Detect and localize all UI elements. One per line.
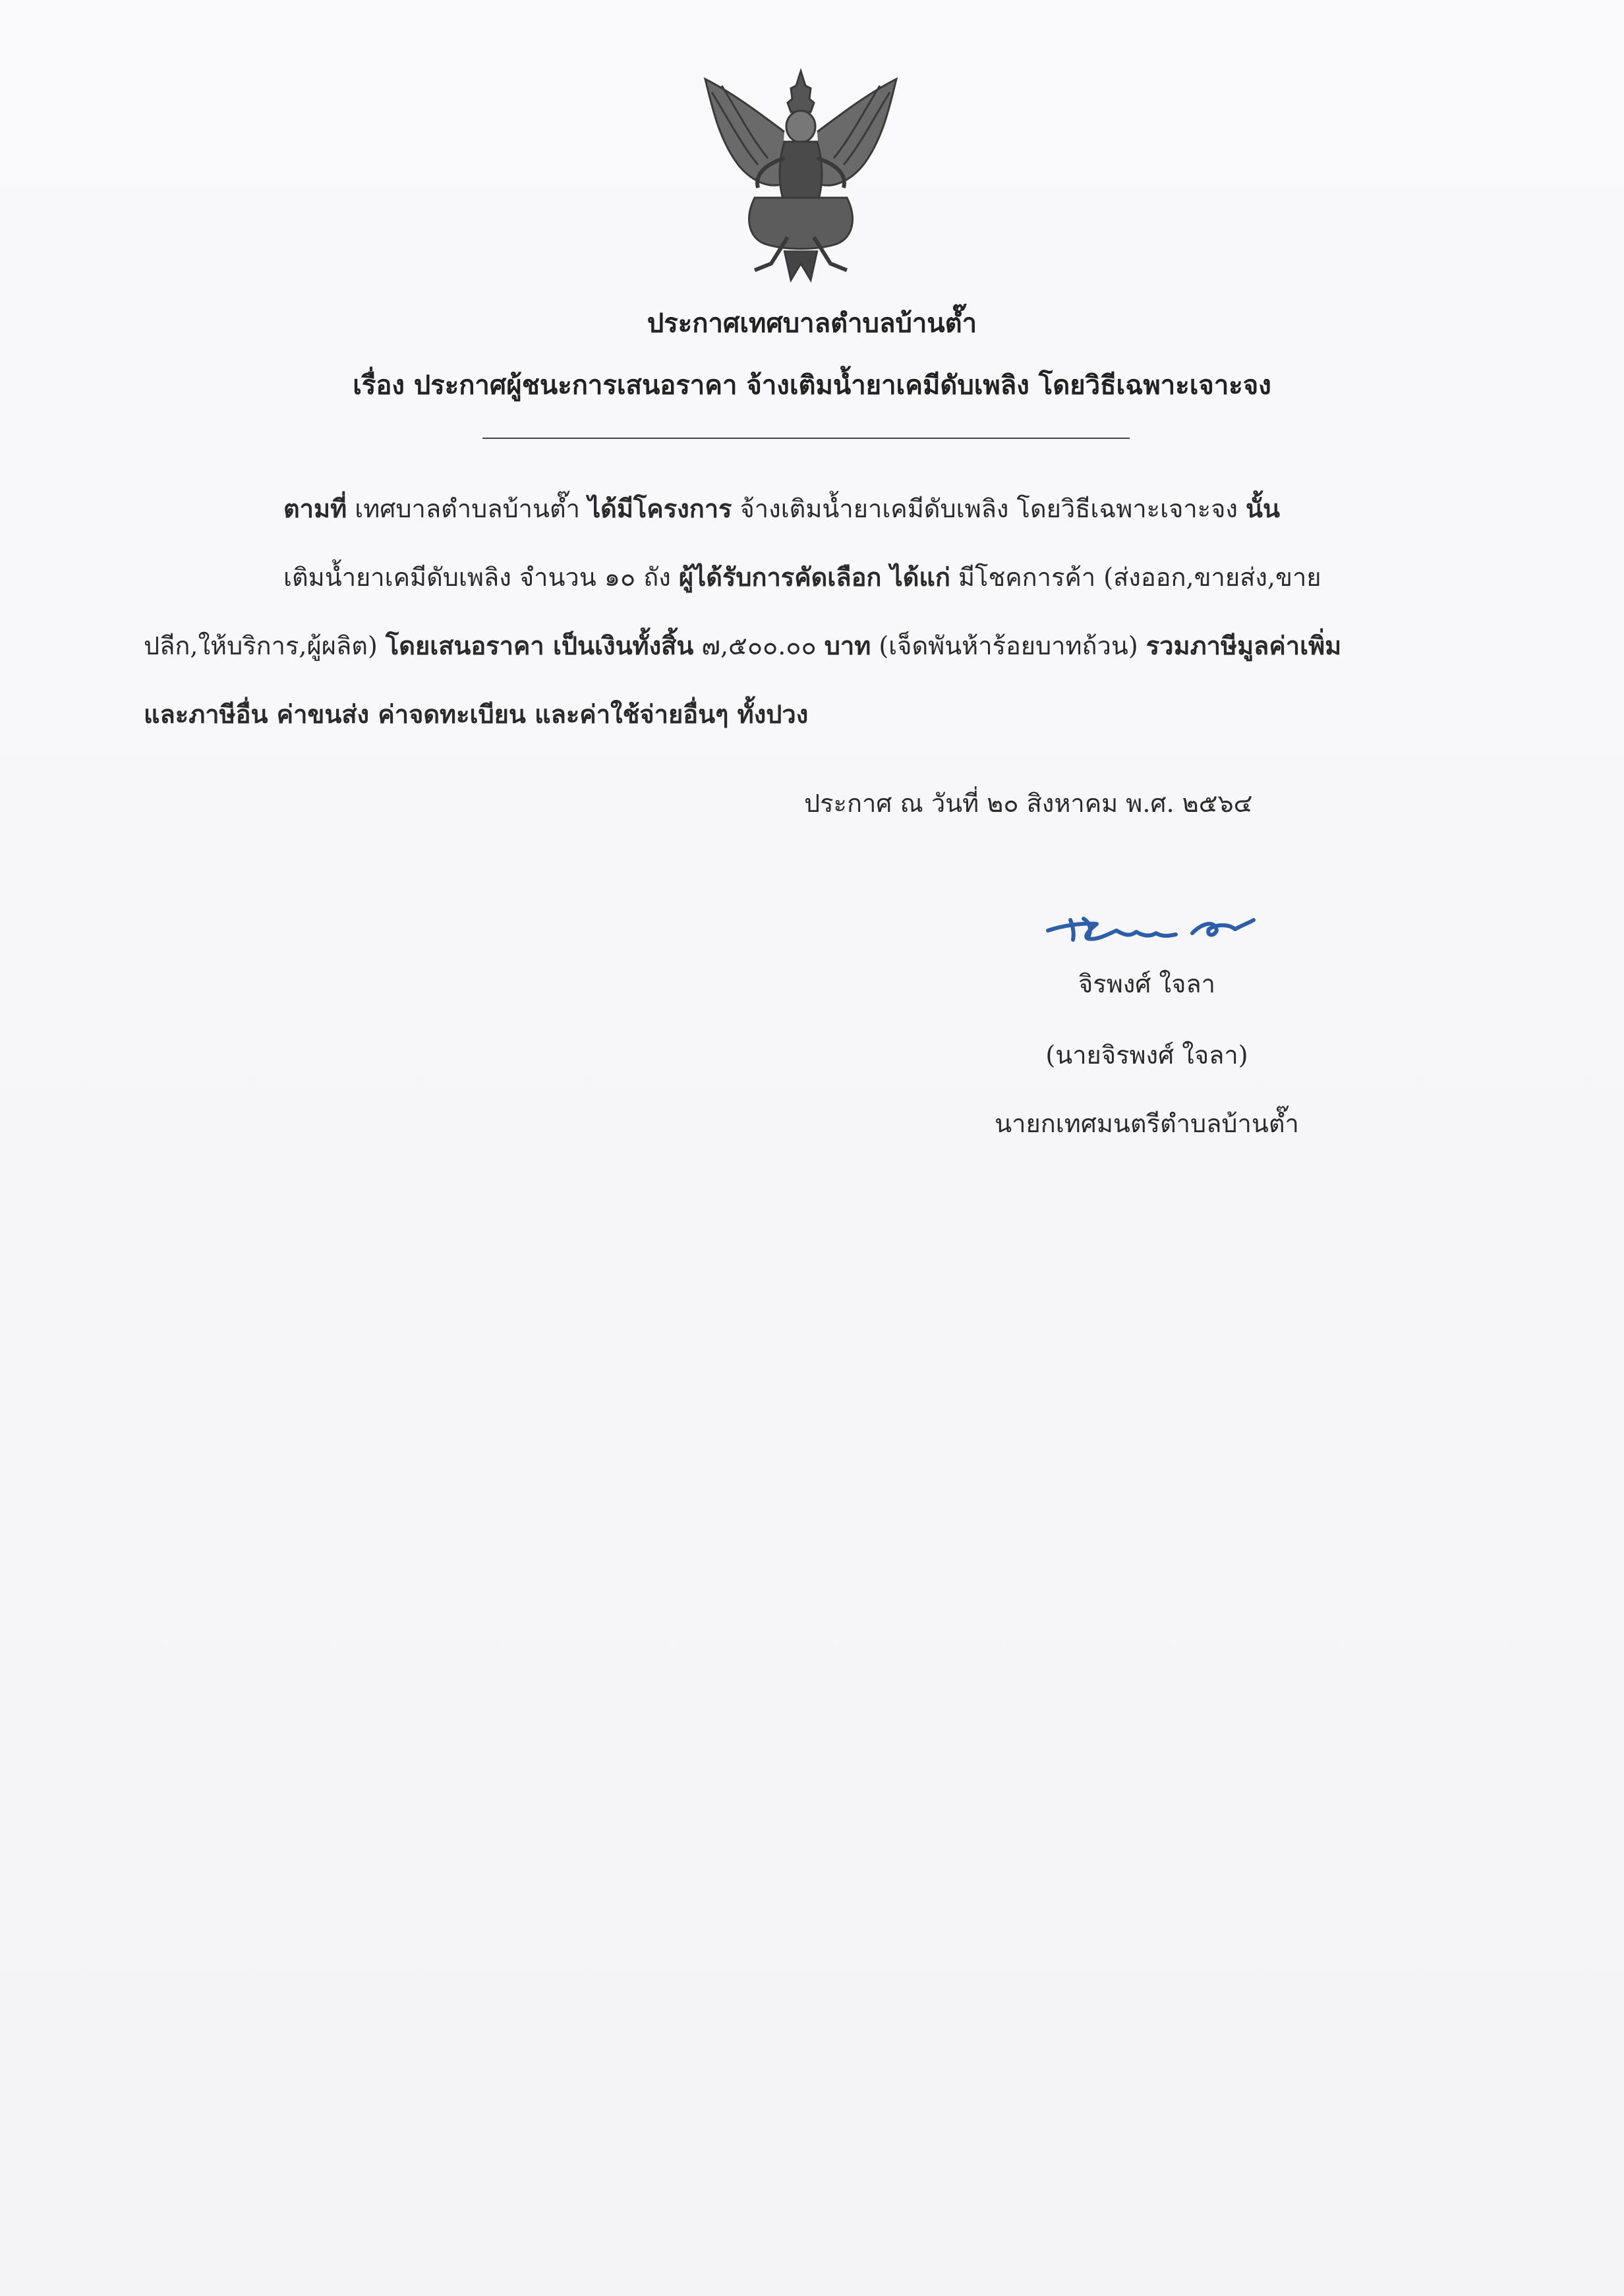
body-text: นั้น <box>1246 494 1280 523</box>
body-text: บาท <box>824 631 871 660</box>
body-text: จ้างเติมน้ำยาเคมีดับเพลิง โดยวิธีเฉพาะเจาะจง <box>732 494 1246 523</box>
body-text: และภาษีอื่น ค่าขนส่ง ค่าจดทะเบียน และค่าใช้จ่ายอื่นๆ ทั้งปวง <box>144 699 809 729</box>
body-text: ผู้ได้รับการคัดเลือก ได้แก่ <box>678 562 950 592</box>
garuda-emblem-icon <box>692 66 910 287</box>
divider <box>482 438 1130 439</box>
body-text: (เจ็ดพันห้าร้อยบาทถ้วน) <box>871 631 1146 660</box>
office-heading: ประกาศเทศบาลตำบลบ้านต๊ำ <box>647 308 977 339</box>
body-line-1 <box>144 474 1462 543</box>
body-line-4 <box>144 680 1462 749</box>
subject-heading: เรื่อง ประกาศผู้ชนะการเสนอราคา จ้างเติมน้ำยาเคมีดับเพลิง โดยวิธีเฉพาะเจาะจง <box>353 370 1271 401</box>
body-text: โดยเสนอราคา เป็นเงินทั้งสิ้น <box>385 631 694 660</box>
announcement-body <box>144 474 1462 749</box>
body-text: ตามที่ <box>283 494 347 523</box>
body-text: ได้มีโครงการ <box>588 494 732 523</box>
date-value: ๒๐ สิงหาคม พ.ศ. ๒๕๖๔ <box>979 789 1253 818</box>
body-text: มีโชคการค้า (ส่งออก,ขายส่ง,ขาย <box>950 563 1321 592</box>
body-text: ๗,๕๐๐.๐๐ <box>693 631 825 660</box>
body-text: รวมภาษีมูลค่าเพิ่ม <box>1146 631 1342 660</box>
signatory-name: จิรพงศ์ ใจลา <box>1078 969 1215 998</box>
body-line-3 <box>144 612 1462 680</box>
signatory-position: นายกเทศมนตรีตำบลบ้านต๊ำ <box>995 1109 1299 1138</box>
announcement-date <box>804 783 1252 823</box>
handwritten-signature <box>1044 907 1256 945</box>
body-line-2 <box>144 543 1462 612</box>
body-text: ปลีก,ให้บริการ,ผู้ผลิต) <box>144 631 386 660</box>
date-prefix: ประกาศ ณ วันที่ <box>804 789 979 818</box>
body-text: เทศบาลตำบลบ้านต๊ำ <box>347 494 589 523</box>
signatory-full-name: (นายจิรพงศ์ ใจลา) <box>1045 1041 1248 1070</box>
body-text: เติมน้ำยาเคมีดับเพลิง จำนวน ๑๐ ถัง <box>283 563 679 592</box>
